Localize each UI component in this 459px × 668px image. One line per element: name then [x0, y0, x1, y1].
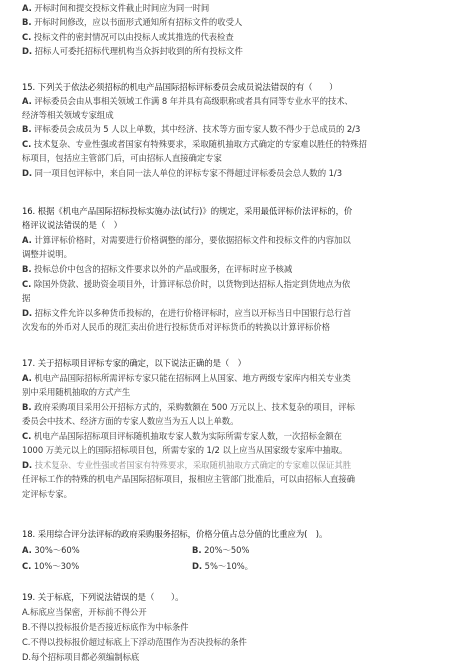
q18-option-d: D. 5%～10%。 [192, 561, 253, 571]
q18-option-b: B. 20%～50% [192, 545, 250, 555]
q15-option-d: D. 同一项目包评标中，来自同一法人单位的评标专家不得超过评标委员会总人数的 1/3 [22, 168, 342, 178]
q19-option-a: A.标底应当保密，开标前不得公开 [22, 607, 147, 617]
q19-option-b: B.不得以投标报价是否接近标底作为中标条件 [22, 622, 189, 632]
q16-option-d-cont: 次发布的外币对人民币的现汇卖出价进行投标货币对评标货币的转换以计算评标价格 [22, 322, 331, 332]
option-d: D. 招标人可委托招标代理机构当众拆封收到的所有投标文件 [22, 46, 243, 56]
q19-option-d: D.每个招标项目都必须编制标底 [22, 652, 140, 662]
q17-option-a: A. 机电产品国际招标所需评标专家只能在招标网上从国家、地方两级专家库内相关专业类 [22, 373, 351, 383]
q18-options-row2 [22, 561, 452, 572]
q16-option-c: C. 除国外贷款、援助资金项目外，计算评标总价时，以货物到达招标人指定到货地点为依 [22, 279, 351, 289]
q18-options-row1 [22, 545, 452, 556]
q15-option-c-cont: 标项目，包括应主管部门后，可由招标人直接确定专家 [22, 153, 222, 163]
option-b: B. 开标时间修改，应以书面形式通知所有招标文件的收受人 [22, 17, 243, 27]
q16-option-d: D. 招标文件允许以多种货币投标的，在进行价格评标时，应当以开标当日中国银行总行首 [22, 308, 352, 318]
q19-option-c: C.不得以投标报价超过标底上下浮动范围作为否决投标的条件 [22, 637, 247, 647]
q17-option-c-cont: 1000 万美元以上的国际招标项目包，所需专家的 1/2 以上应当从国家级专家库中抽取。 [22, 445, 348, 455]
q17-option-b: B. 政府采购项目采用公开招标方式的，采购数额在 500 万元以上、技术复杂的项目，评标 [22, 402, 355, 412]
option-a: A. 开标时间和提交投标文件截止时间应为同一时间 [22, 3, 210, 13]
q17-option-c: C. 机电产品国际招标项目评标随机抽取专家人数为实际所需专家人数，一次招标金额在 [22, 431, 342, 441]
q18-stem: 18. 采用综合评分法评标的政府采购服务招标，价格分值占总分值的比重应为( )。 [22, 529, 328, 539]
q16-option-b: B. 投标总价中包含的招标文件要求以外的产品或服务，在评标时应予核减 [22, 264, 293, 274]
q18-option-c: C. 10%～30% [22, 561, 80, 571]
q19-stem: 19. 关于标底，下列说法错误的是（ ）。 [22, 592, 184, 602]
q17-option-a-cont: 别中采用随机抽取的方式产生 [22, 387, 131, 397]
q15-option-b: B. 评标委员会成员为 5 人以上单数，其中经济、技术等方面专家人数不得少于总成员的 2/3 [22, 124, 361, 134]
q15-option-c: C. 技术复杂、专业性强或者国家有特殊要求，采取随机抽取方式确定的专家难以胜任的特殊招 [22, 139, 367, 149]
option-c: C. 投标文件的密封情况可以由投标人或其推选的代表检查 [22, 32, 234, 42]
q17-option-d-cont: 任评标工作的特殊的机电产品国际招标项目，报相应主管部门批准后，可以由招标人直接确 [22, 474, 355, 484]
q17-option-d: D. 技术复杂、专业性强或者国家有特殊要求，采取随机抽取方式确定的专家难以保证其胜 [22, 460, 352, 470]
q16-option-a-cont: 调整并说明。 [22, 249, 72, 259]
q16-option-c-cont: 据 [22, 293, 31, 303]
q16-stem-cont: 格评议说法错误的是（ ） [22, 220, 122, 230]
q17-stem: 17. 关于招标项目评标专家的确定，以下说法正确的是（ ） [22, 358, 246, 368]
q18-option-a: A. 30%～60% [22, 545, 80, 555]
q16-stem: 16. 根据《机电产品国际招标投标实施办法(试行)》的规定，采用最低评标价法评标的，价 [22, 206, 353, 216]
q15-option-a-cont: 经济等相关领域专家组成 [22, 110, 114, 120]
q17-option-d-cont2: 定评标专家。 [22, 489, 72, 499]
q15-option-a: A. 评标委员会由从事相关领域工作满 8 年并具有高级职称或者具有同等专业水平的技术、 [22, 96, 353, 106]
q17-option-b-cont: 委员会中技术、经济方面的专家人数应当为五人以上单数。 [22, 416, 239, 426]
q16-option-a: A. 计算评标价格时，对需要进行价格调整的部分，要依据招标文件和投标文件的内容加以 [22, 235, 351, 245]
q15-stem: 15. 下列关于依法必须招标的机电产品国际招标评标委员会成员说法错误的有（ ） [22, 82, 338, 92]
